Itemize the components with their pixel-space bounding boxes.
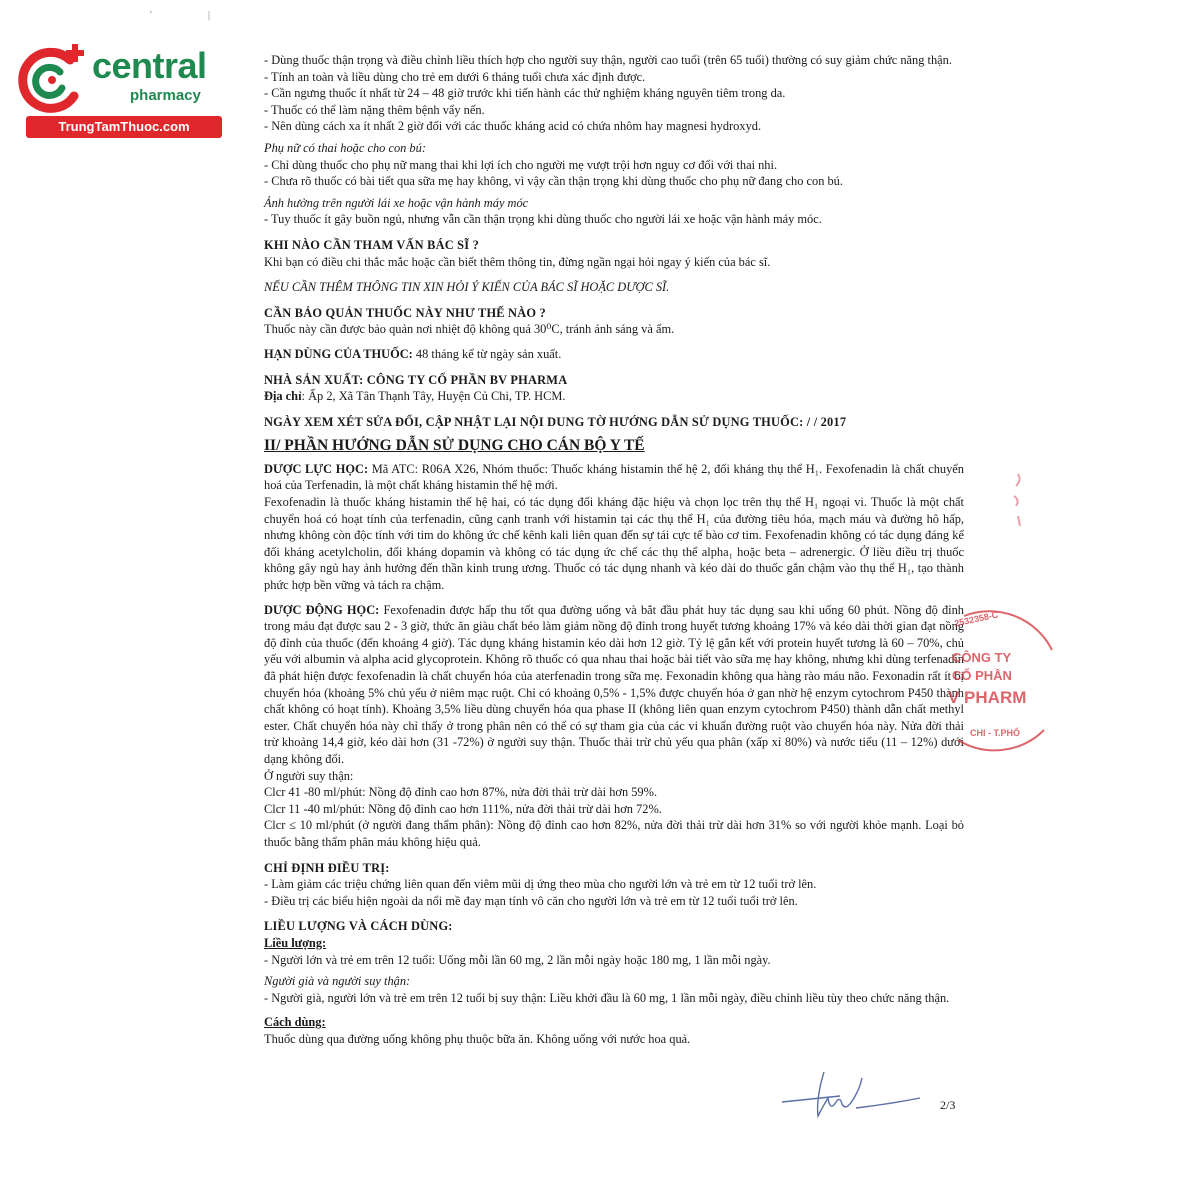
manufacturer-heading: NHÀ SẢN XUẤT: CÔNG TY CỔ PHẦN BV PHARMA bbox=[264, 372, 568, 387]
elderly-title: Người già và người suy thận: bbox=[264, 974, 411, 989]
margin-mark-icon bbox=[1008, 470, 1028, 530]
stamp-line: V PHARM bbox=[948, 688, 1027, 707]
pharmacodynamics-text: Mã ATC: R06A X26, Nhóm thuốc: Thuốc kháng histamin thế hệ 2, đối kháng thụ thể H₁. Fexofenadin là chất chuyển hoá của Terfenadin, là một chất kháng histamin thế hệ mới. bbox=[264, 461, 965, 493]
logo-brand: central bbox=[92, 45, 207, 86]
caution-item: - Thuốc có thể làm nặng thêm bệnh vẩy nến. bbox=[264, 102, 485, 117]
dosage-heading: LIỀU LƯỢNG VÀ CÁCH DÙNG: bbox=[264, 919, 453, 934]
renal-item: Clcr 11 -40 ml/phút: Nồng độ đỉnh cao hơn 111%, nửa đời thải trừ dài hơn 72%. bbox=[264, 801, 662, 816]
caution-item: - Nên dùng cách xa ít nhất 2 giờ đối với các thuốc kháng acid có chứa nhôm hay magnesi hydroxyd. bbox=[264, 119, 762, 134]
logo-url[interactable]: TrungTamThuoc.com bbox=[26, 116, 222, 138]
pharmacokinetics-p1 bbox=[264, 602, 964, 768]
pregnancy-item: - Chưa rõ thuốc có bài tiết qua sữa mẹ hay không, vì vậy cần thận trọng khi dùng thuốc cho phụ nữ đang cho con bú. bbox=[264, 174, 843, 189]
pharmacodynamics-heading: DƯỢC LỰC HỌC: bbox=[264, 461, 369, 476]
pharmacokinetics-heading: DƯỢC ĐỘNG HỌC: bbox=[264, 602, 380, 617]
pharmacodynamics-p2: Fexofenadin là thuốc kháng histamin thế hệ hai, có tác dụng đối kháng đặc hiệu và chọn lọc trên thụ thể H₁ ngoại vi. Thuốc là một chất chuyển hoá có hoạt tính của terfenadin, cũng cạnh tranh với histamin tại các thụ thể H₁ của đường tiêu hóa, mạch máu và đường hô hấp, nhưng không còn độc tính với tim do không ức chế kênh kali liên quan đến sự tái cực tế bào cơ tim. Fexofenadin không có tác dụng đáng kể đối kháng acetylcholin, đối kháng dopamin và không có tác dụng ức chế các thụ thể alpha₁ hoặc beta – adrenergic. Ở liều điều trị thuốc không gây ngủ hay ảnh hưởng đến thần kinh trung ương. Thuốc có tác dụng nhanh và kéo dài do thuốc gắn chậm vào thụ thể H₁, tạo thành phức hợp bền vững và tách ra chậm. bbox=[264, 495, 964, 593]
stamp-number: 2532358-C bbox=[953, 609, 1000, 629]
revision-date: NGÀY XEM XÉT SỬA ĐỔI, CẬP NHẬT LẠI NỘI DUNG TỜ HƯỚNG DẪN SỬ DỤNG THUỐC: / / 2017 bbox=[264, 414, 847, 429]
storage-text: Thuốc này cần được bảo quản nơi nhiệt độ không quá 30⁰C, tránh ánh sáng và ẩm. bbox=[264, 322, 675, 337]
indications-heading: CHỈ ĐỊNH ĐIỀU TRỊ: bbox=[264, 860, 390, 875]
signature-icon bbox=[780, 1068, 930, 1128]
consult-heading: KHI NÀO CẦN THAM VẤN BÁC SĨ ? bbox=[264, 237, 479, 252]
renal-item: Clcr 41 -80 ml/phút: Nồng độ đỉnh cao hơn 87%, nửa đời thải trừ dài hơn 59%. bbox=[264, 785, 658, 800]
manufacturer-address bbox=[264, 388, 964, 405]
pharmacy-logo-icon bbox=[12, 38, 92, 118]
leaflet-page bbox=[264, 52, 964, 1047]
stamp-line: CÔNG TY bbox=[952, 650, 1012, 665]
dose-subheading: Liều lượng: bbox=[264, 935, 327, 950]
driving-title: Ảnh hưởng trên người lái xe hoặc vận hành máy móc bbox=[264, 195, 529, 210]
address-value: : Ấp 2, Xã Tân Thạnh Tây, Huyện Củ Chi, TP. HCM. bbox=[301, 389, 566, 404]
pregnancy-title: Phụ nữ có thai hoặc cho con bú: bbox=[264, 140, 426, 155]
scan-mark: ' bbox=[150, 10, 152, 21]
indication-item: - Làm giảm các triệu chứng liên quan đến viêm mũi dị ứng theo mùa cho người lớn và trẻ em từ 12 tuổi trở lên. bbox=[264, 877, 817, 892]
consult-text: Khi bạn có điều chi thắc mắc hoặc cần biết thêm thông tin, đừng ngần ngại hỏi ngay ý kiến của bác sĩ. bbox=[264, 254, 771, 269]
stamp-line: CHI - T.PHỐ bbox=[970, 728, 1021, 738]
pregnancy-item: - Chỉ dùng thuốc cho phụ nữ mang thai khi lợi ích cho người mẹ vượt trội hơn nguy cơ đối với thai nhi. bbox=[264, 157, 778, 172]
indication-item: - Điều trị các biểu hiện ngoài da nổi mề đay mạn tính vô căn cho người lớn và trẻ em từ 12 tuổi tuổi trở lên. bbox=[264, 893, 798, 908]
company-stamp bbox=[944, 610, 1054, 760]
pharmacokinetics-text: Fexofenadin được hấp thu tốt qua đường uống và bắt đầu phát huy tác dụng sau khi uống 60 phút. Nồng độ đỉnh trong máu đạt được sau 2 - 3 giờ, thức ăn giàu chất béo làm giảm nồng độ đỉnh trong huyết tương khoảng 17% và kéo dài thời gian đạt nồng độ đỉnh của thuốc (đến khoảng 4 giờ). Tác dụng kháng histamin kéo dài hơn 12 giờ. Tỷ lệ gắn kết với protein huyết tương là 60 – 70%, chủ yếu với albumin và alpha acid glycoprotein. Không rõ thuốc có qua nhau thai hoặc bài tiết vào sữa mẹ hay không, nhưng khi dùng terfenadin đã phát hiện được fexofenadin là chất chuyển hóa của aterfenadin trong sữa mẹ. Fexonadin không qua hàng rào máu não. Fexonadin rất ít bị chuyển hóa (khoảng 5% chủ yếu ở niêm mạc ruột. Chỉ có khoảng 0,5% - 1,5% được chuyển hóa ở gan nhờ hệ enzym cytochrom P450 thành chất không có hoạt tính). Khoảng 3,5% liều dùng chuyển hóa qua phase II (không liên quan enzym cytochrom P450) thành dẫn chất methyl ester. Chất chuyển hóa này chỉ thấy ở trong phân nên có thể có sự tham gia của các vi khuẩn đường ruột vào chuyển hóa này. Nửa đời thải trừ khoảng 14,4 giờ, kéo dài hơn (31 -72%) ở người suy thận. Thuốc thải trừ chủ yếu qua phân (xấp xỉ 80%) và nước tiểu (11 – 12%) dưới dạng không đổi. bbox=[264, 602, 964, 766]
address-label: Địa chỉ bbox=[264, 389, 302, 404]
dose-elderly: - Người già, người lớn và trẻ em trên 12 tuổi bị suy thận: Liều khởi đầu là 60 mg, 1 lần mỗi ngày, điều chỉnh liều tùy theo chức năng thận. bbox=[264, 990, 950, 1005]
renal-item: Clcr ≤ 10 ml/phút (ở người đang thẩm phân): Nồng độ đỉnh cao hơn 82%, nửa đời thải trừ dài hơn 31% so với người khỏe mạnh. Loại bỏ thuốc bằng thẩm phân máu không hiệu quả. bbox=[264, 818, 964, 849]
caution-item: - Dùng thuốc thận trọng và điều chỉnh liều thích hợp cho người suy thận, người cao tuổi (trên 65 tuổi) thường có suy giảm chức năng thận. bbox=[264, 53, 952, 67]
storage-heading: CẦN BẢO QUẢN THUỐC NÀY NHƯ THẾ NÀO ? bbox=[264, 305, 546, 320]
caution-item: - Cần ngưng thuốc ít nhất từ 24 – 48 giờ trước khi tiến hành các thử nghiệm kháng nguyên tiêm trong da. bbox=[264, 86, 786, 101]
stamp-line: CỔ PHẦN bbox=[952, 668, 1012, 683]
central-pharmacy-logo bbox=[12, 38, 222, 138]
dose-adult: - Người lớn và trẻ em trên 12 tuổi: Uống mỗi lần 60 mg, 2 lần mỗi ngày hoặc 180 mg, 1 lần mỗi ngày. bbox=[264, 952, 771, 967]
expiry-label: HẠN DÙNG CỦA THUỐC: bbox=[264, 346, 413, 361]
usage-text: Thuốc dùng qua đường uống không phụ thuộc bữa ăn. Không uống với nước hoa quả. bbox=[264, 1031, 691, 1046]
renal-title: Ở người suy thận: bbox=[264, 768, 354, 783]
pharmacodynamics-p1 bbox=[264, 461, 964, 494]
caution-item: - Tính an toàn và liều dùng cho trẻ em dưới 6 tháng tuổi chưa xác định được. bbox=[264, 69, 646, 84]
expiry-value: 48 tháng kể từ ngày sản xuất. bbox=[412, 346, 562, 361]
driving-item: - Tuy thuốc ít gây buồn ngủ, nhưng vẫn cần thận trọng khi dùng thuốc cho người lái xe hoặc vận hành máy móc. bbox=[264, 212, 822, 227]
scan-mark: | bbox=[208, 10, 211, 21]
section-2-heading: II/ PHẦN HƯỚNG DẪN SỬ DỤNG CHO CÁN BỘ Y TẾ bbox=[264, 437, 645, 455]
expiry-line bbox=[264, 346, 964, 363]
usage-subheading: Cách dùng: bbox=[264, 1015, 326, 1030]
advice-text: NẾU CẦN THÊM THÔNG TIN XIN HỎI Ý KIẾN CỦA BÁC SĨ HOẶC DƯỢC SĨ. bbox=[264, 280, 670, 295]
logo-subtitle: pharmacy bbox=[130, 87, 201, 104]
page-number: 2/3 bbox=[940, 1098, 956, 1112]
